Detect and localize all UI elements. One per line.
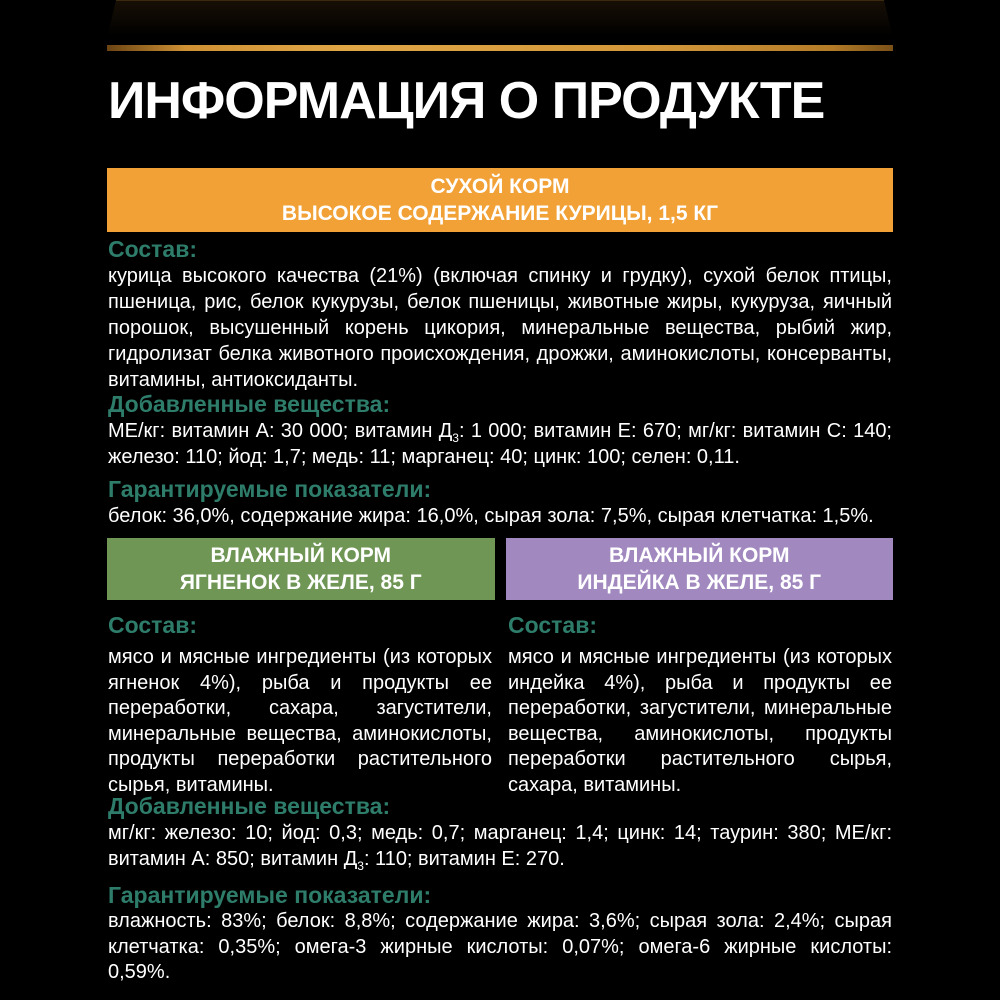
dry-food-banner-line1: СУХОЙ КОРМ	[430, 175, 570, 198]
vitamin-d3-subscript: 3	[452, 431, 459, 445]
dry-composition-heading: Состав:	[108, 236, 198, 262]
wet-food-composition-columns	[108, 612, 892, 798]
dry-additives-heading: Добавленные вещества:	[108, 391, 391, 417]
wet-food-turkey-banner	[506, 538, 894, 600]
wet-food-turkey-banner-line1: ВЛАЖНЫЙ КОРМ	[608, 544, 790, 567]
lamb-composition-text: мясо и мясные ингредиенты (из которых ягненок 4%), рыба и продукты ее переработки, сахара, загустители, минеральные вещества, аминокислоты, продукты переработки растительного сырья, витамины.	[108, 646, 492, 796]
turkey-composition-text: мясо и мясные ингредиенты (из которых индейка 4%), рыба и продукты ее переработки, загустители, минеральные вещества, аминокислоты, продукты переработки растительного сырья, сахара, витамины.	[508, 646, 892, 796]
wet-food-banner-row	[107, 538, 893, 600]
wet-food-turkey-banner-line2: ИНДЕЙКА В ЖЕЛЕ, 85 Г	[577, 571, 822, 594]
dry-guaranteed-heading: Гарантируемые показатели:	[108, 476, 432, 502]
wet-additives-text-start: мг/кг: железо: 10; йод: 0,3; медь: 0,7; марганец: 1,4; цинк: 14; таурин: 380; МЕ/кг: витамин А: 850; витамин Д	[108, 822, 892, 870]
dry-additives-text-start: МЕ/кг: витамин А: 30 000; витамин Д	[108, 420, 453, 442]
wet-additives-text	[108, 820, 892, 872]
wet-guaranteed-text: влажность: 83%; белок: 8,8%; содержание жира: 3,6%; сырая зола: 2,4%; сырая клетчатка: 0,35%; омега-3 жирные кислоты: 0,07%; омега-6 жирные кислоты: 0,59%.	[108, 910, 892, 983]
turkey-composition-column	[508, 612, 892, 798]
dry-additives-text	[108, 418, 892, 470]
wet-food-lamb-banner-line2: ЯГНЕНОК В ЖЕЛЕ, 85 Г	[179, 571, 422, 594]
wet-guaranteed-heading: Гарантируемые показатели:	[108, 882, 432, 908]
top-ribbon-shape	[105, 0, 895, 46]
lamb-composition-heading: Состав:	[108, 612, 198, 638]
lamb-composition-column	[108, 612, 492, 798]
page-title: ИНФОРМАЦИЯ О ПРОДУКТЕ	[108, 72, 825, 130]
wet-food-lamb-banner	[107, 538, 495, 600]
wet-additives-text-end: : 110; витамин Е: 270.	[363, 848, 565, 870]
gold-divider-line	[107, 45, 893, 51]
wet-food-lamb-banner-line1: ВЛАЖНЫЙ КОРМ	[210, 544, 392, 567]
dry-food-banner-line2: ВЫСОКОЕ СОДЕРЖАНИЕ КУРИЦЫ, 1,5 КГ	[281, 202, 719, 225]
dry-food-banner	[107, 168, 893, 232]
dry-additives-text-end: : 1 000; витамин Е: 670; мг/кг: витамин С: 140; железо: 110; йод: 1,7; медь: 11; марганец: 40; цинк: 100; селен: 0,11.	[108, 420, 892, 468]
vitamin-d3-subscript: 3	[357, 859, 364, 873]
turkey-composition-heading: Состав:	[508, 612, 598, 638]
dry-guaranteed-text: белок: 36,0%, содержание жира: 16,0%, сырая зола: 7,5%, сырая клетчатка: 1,5%.	[108, 505, 874, 527]
wet-additives-heading: Добавленные вещества:	[108, 793, 391, 819]
dry-composition-text: курица высокого качества (21%) (включая спинку и грудку), сухой белок птицы, пшеница, рис, белок кукурузы, белок пшеницы, животные жиры, кукуруза, яичный порошок, высушенный корень цикория, минеральные вещества, рыбий жир, гидролизат белка животного происхождения, дрожжи, аминокислоты, консерванты, витамины, антиоксиданты.	[108, 265, 892, 391]
